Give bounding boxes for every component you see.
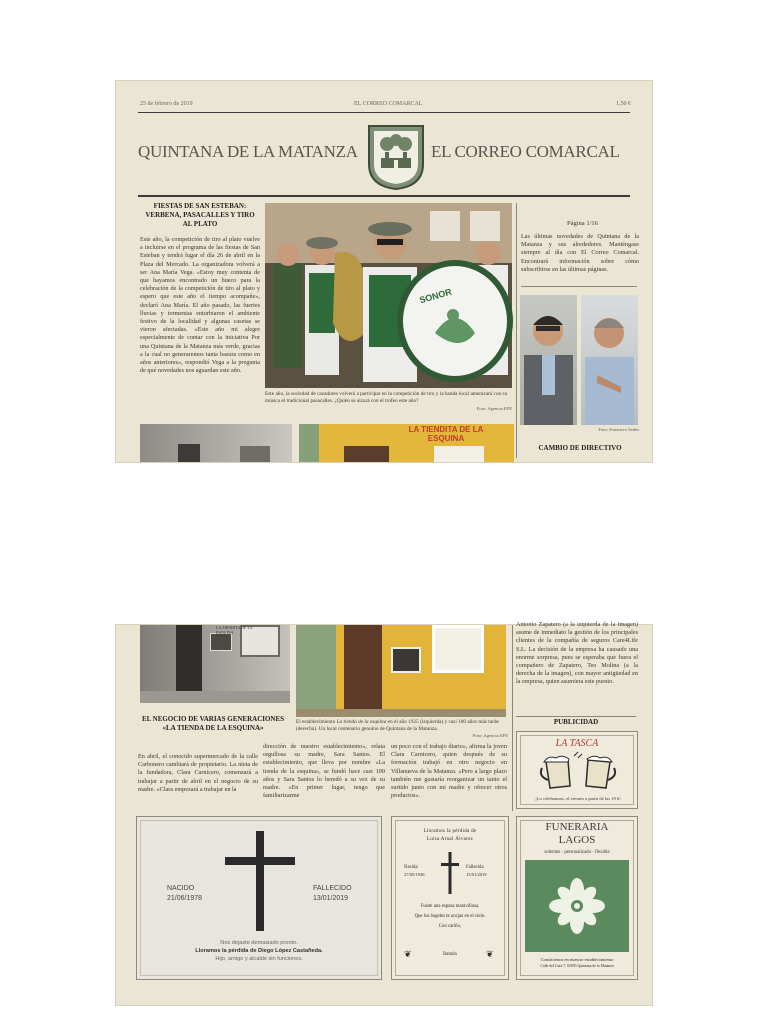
sidebar-intro: Las últimas novedades de Quintana de la Matanza y sus alrededores. Manténgase siempre al día con El Correo Comarcal. Encontrará información sobre cómo subscribirse en las últimas páginas. bbox=[521, 233, 639, 273]
born-label: NACIDO bbox=[167, 885, 195, 892]
obituary-small-line-3: Con cariño, bbox=[438, 924, 462, 929]
masthead-paper: EL CORREO COMARCAL bbox=[431, 142, 620, 161]
obituary-small-died-label: Fallecida bbox=[466, 865, 484, 870]
advertising-label: PUBLICIDAD bbox=[553, 718, 599, 726]
shop-photo-new-top bbox=[299, 424, 514, 462]
tasca-name: LA TASCA bbox=[555, 738, 599, 749]
brass-band-illustration bbox=[265, 203, 512, 388]
sidebar-rule bbox=[521, 286, 637, 287]
sidebar-divider bbox=[516, 203, 517, 458]
paper-name-small: EL CORREO COMARCAL bbox=[354, 101, 423, 107]
page-indicator: Página 1/16 bbox=[567, 220, 598, 227]
drum-brand-label: SONOR bbox=[418, 286, 453, 306]
masthead-town: QUINTANA DE LA MATANZA bbox=[138, 142, 358, 161]
funeral-home-tagline: solemne · personalizado · flexible bbox=[544, 850, 610, 855]
ornament-right-icon: ❦ bbox=[486, 949, 494, 959]
brass-band-photo bbox=[265, 203, 512, 388]
person-illustration-right bbox=[581, 295, 638, 425]
shop-photo-caption: El establecimiento La tienda de la esquina en el año 1925 (izquierda) y casi 100 años más tarde (derecha). Un local centenario genuino de Quintana de la Matanza. bbox=[296, 719, 499, 732]
tasca-ad bbox=[516, 731, 638, 809]
obituary-small-line-2: Que los ángeles te acojan en el cielo. bbox=[414, 914, 486, 919]
shop-article-col3: un poco con el trabajo diario», afirma la joven Clara Carnicero, quien después de su formación trabajó en otro negocio en Villanueva de la Matanza. «Pero a largo plazo también me gustaría reorganizar un tanto el surtido junto con mi madre y ofrecer otros productos». bbox=[391, 743, 507, 800]
obituary-small bbox=[391, 816, 509, 980]
obituary-small-born-label: Nacida bbox=[404, 865, 418, 870]
obituary-line-3: Hijo, amigo y alcalde sin funciones. bbox=[215, 956, 303, 962]
masthead-top-rule bbox=[138, 112, 630, 113]
obituary-small-heading-1: Lloramos la pérdida de bbox=[423, 829, 477, 834]
obituary-large bbox=[136, 816, 382, 980]
funeral-flower-panel bbox=[525, 860, 629, 952]
small-cross-icon bbox=[441, 852, 459, 894]
lead-headline: FIESTAS DE SAN ESTEBAN: VERBENA, PASACALLES Y TIRO AL PLATO bbox=[145, 202, 255, 228]
obituary-small-heading-2: Luisa Arnal Álvarez bbox=[426, 837, 474, 842]
issue-price: 1,50 € bbox=[616, 101, 631, 107]
obituary-small-died-date: 15/01/2019 bbox=[466, 872, 487, 877]
obituary-small-born-date: 27/05/1936 bbox=[404, 872, 425, 877]
shop-photo-credit: Foto: Agencia EFE bbox=[472, 733, 508, 738]
shop-photo-1925 bbox=[140, 625, 290, 703]
funeral-home-name-2: LAGOS bbox=[558, 834, 596, 846]
directors-photo-credit: Foto: Francisco Sedes bbox=[598, 427, 639, 432]
funeral-home-ad bbox=[516, 816, 638, 980]
shop-article-headline: EL NEGOCIO DE VARIAS GENERACIONES «LA TIENDA DE LA ESQUINA» bbox=[141, 715, 285, 732]
director-photo-right bbox=[581, 295, 638, 425]
directorate-continued-text: Antonio Zapatero (a la izquierda de la imagen) asume de inmediato la gestión de los principales clientes de la compañía de seguros Care4Life S.L. La decisión de la empresa ha causado una enorme sorpresa, pues se esperaba que fuera el compañero de Zapatero, Teo Molina (a la derecha de la imagen), con mayor antigüedad en la empresa, quien asumiera este puesto. bbox=[516, 621, 638, 686]
funeral-home-footer-1: Contáctenos en nuestro establecimiento bbox=[540, 957, 614, 962]
died-date: 13/01/2019 bbox=[313, 895, 349, 902]
beer-mugs-icon bbox=[538, 752, 618, 792]
obituary-line-2: Lloramos la pérdida de Diego López Castañeda. bbox=[195, 948, 323, 954]
funeral-home-footer-2: Calle del Cura 7, 02003 Quintana de la Matanza bbox=[540, 964, 614, 968]
column-divider bbox=[512, 625, 513, 811]
tasca-tagline: ¡Lo celebramos, el viernes a partir de las 19 h! bbox=[535, 796, 621, 801]
shop-photo-today bbox=[296, 625, 506, 717]
obituary-small-signature: Ramón bbox=[443, 952, 457, 957]
shop-article-col1: En abril, el conocido supermercado de la calle Carbonero cambiará de propietario. La nieta de la fundadora, Clara Carnicero, comenzará a trabajar a partir de abril en el negocio de su madre. «Clara empezará a trabajar en la bbox=[138, 753, 258, 793]
shop-sign-text: LA TIENDITA DE LA ESQUINA bbox=[408, 425, 484, 443]
funeral-home-name-1: FUNERARIA bbox=[545, 821, 609, 833]
shop-article-col2: dirección de nuestro establecimiento», relata orgullosa su madre, Sara Santos. El establecimiento, que lleva por nombre «La tienda de la esquina», se fundó hace casi 100 años y Sara Santos lo heredó a su vez de su madre. «En primer lugar, tengo que familiarizarme bbox=[263, 743, 385, 800]
directorate-change-heading: CAMBIO DE DIRECTIVO bbox=[538, 444, 622, 452]
issue-date: 25 de febrero de 2019 bbox=[140, 101, 193, 107]
band-photo-caption: Este año, la sociedad de cazadores volverá a participar en la competición de tiro y la banda local amenizará con su música el tradicional pasacalles. ¿Quién se alzará con el trofeo este año? bbox=[265, 391, 508, 404]
born-date: 21/06/1978 bbox=[167, 895, 203, 902]
ornament-left-icon: ❦ bbox=[404, 949, 412, 959]
director-photo-left bbox=[520, 295, 577, 425]
newspaper-inner-page bbox=[116, 621, 652, 1005]
obituary-small-line-1: Fuiste una esposa maravillosa. bbox=[420, 904, 480, 909]
ad-section-rule bbox=[516, 716, 636, 717]
masthead-bottom-rule bbox=[138, 195, 630, 197]
shop-photo-old-top bbox=[140, 424, 292, 462]
obituary-line-1: Nos dejaste demasiado pronto. bbox=[220, 940, 298, 946]
town-crest-icon bbox=[367, 124, 425, 191]
flower-icon bbox=[525, 860, 629, 952]
died-label: FALLECIDO bbox=[313, 885, 352, 892]
person-illustration-left bbox=[520, 295, 577, 425]
lead-article-body: Este año, la competición de tiro al plato vuelve a incluirse en el programa de las fiestas de San Esteban y tendrá lugar el día 26 de abril en la Plaza del Mercado. La organizadora volverá a ser Ana María Vega. «Estoy muy contenta de que hayamos encontrado un hueco para la celebración de la competición de tiro al plato y espero que este año el tiempo acompañe», declaró Ana María. El año pasado, las fuertes lluvias y tormentas enturbiaron el ambiente festivo de la localidad y algunas casetas se vieron afectadas. «Este año mi alegre especialmente de contar con la iniciativa Por una Quintana de la Matanza más verde, gracias a la cual no generaremos tanta basura como en años anteriores», respondió Vega a la pregunta de qué novedades nos aguardan este año. bbox=[140, 236, 260, 375]
cross-icon bbox=[225, 831, 295, 931]
shop-sign-old: LA TIENDITA DE LA ESQUINA bbox=[216, 625, 253, 635]
newspaper-front-page bbox=[116, 81, 652, 462]
band-photo-credit: Foto: Agencia EFE bbox=[476, 406, 512, 411]
